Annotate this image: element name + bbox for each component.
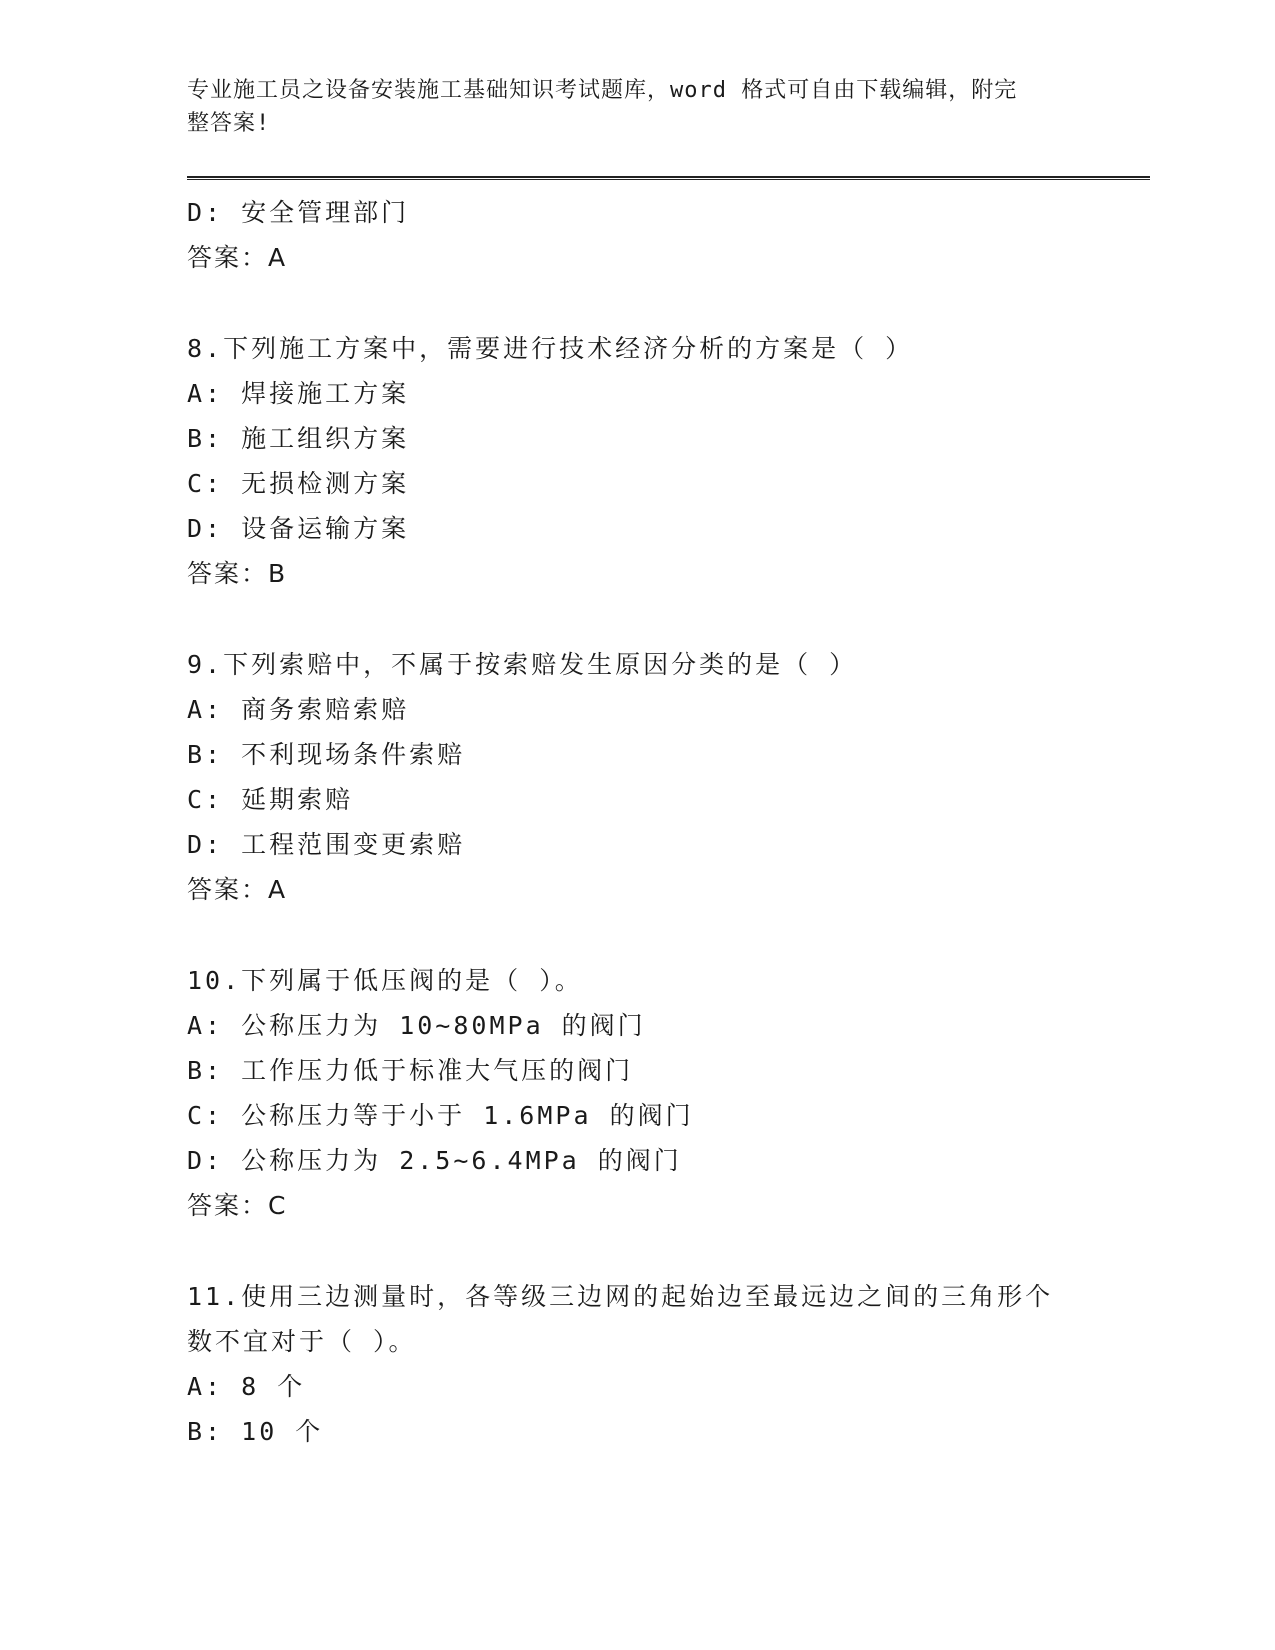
q8-option-a: A: 焊接施工方案 xyxy=(187,379,410,408)
header-line-2: 整答案! xyxy=(187,111,271,136)
q11-option-b: B: 10 个 xyxy=(187,1417,324,1446)
prev-answer: 答案：A xyxy=(187,243,288,272)
q10-option-d: D: 公称压力为 2.5~6.4MPa 的阀门 xyxy=(187,1146,682,1175)
q11-stem-line-1: 11.使用三边测量时，各等级三边网的起始边至最远边之间的三角形个 xyxy=(187,1282,1054,1311)
header-divider xyxy=(187,176,1150,180)
q8-stem: 8.下列施工方案中，需要进行技术经济分析的方案是（ ） xyxy=(187,334,914,363)
q10-option-c: C: 公称压力等于小于 1.6MPa 的阀门 xyxy=(187,1101,694,1130)
q9-option-d: D: 工程范围变更索赔 xyxy=(187,830,466,859)
q11-option-a: A: 8 个 xyxy=(187,1372,306,1401)
q9-option-c: C: 延期索赔 xyxy=(187,785,354,814)
q9-option-b: B: 不利现场条件索赔 xyxy=(187,740,466,769)
q8-option-d: D: 设备运输方案 xyxy=(187,514,410,543)
q8-answer: 答案：B xyxy=(187,559,288,588)
prev-option-d: D: 安全管理部门 xyxy=(187,198,410,227)
q11-stem-line-2: 数不宜对于（ ）。 xyxy=(187,1327,417,1356)
q8-option-c: C: 无损检测方案 xyxy=(187,469,410,498)
document-header xyxy=(187,74,1067,140)
q10-stem: 10.下列属于低压阀的是（ ）。 xyxy=(187,966,583,995)
q9-option-a: A: 商务索赔索赔 xyxy=(187,695,410,724)
q10-option-a: A: 公称压力为 10~80MPa 的阀门 xyxy=(187,1011,646,1040)
header-line-1: 专业施工员之设备安装施工基础知识考试题库，word 格式可自由下载编辑，附完 xyxy=(187,78,1018,103)
q9-stem: 9.下列索赔中，不属于按索赔发生原因分类的是（ ） xyxy=(187,650,858,679)
question-list xyxy=(187,190,1087,1454)
q8-option-b: B: 施工组织方案 xyxy=(187,424,410,453)
q9-answer: 答案：A xyxy=(187,875,288,904)
q10-option-b: B: 工作压力低于标准大气压的阀门 xyxy=(187,1056,634,1085)
q10-answer: 答案：C xyxy=(187,1191,288,1220)
